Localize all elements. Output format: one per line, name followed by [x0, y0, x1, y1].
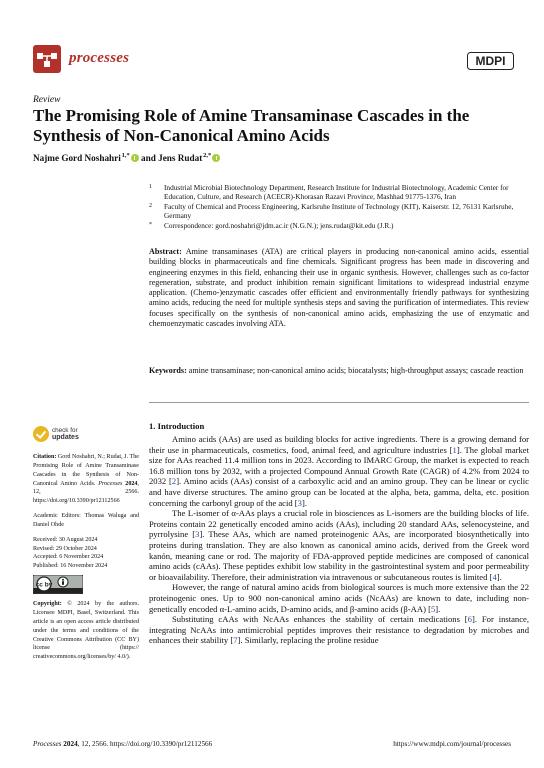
citation-link[interactable]: 3 [195, 529, 200, 540]
citation-block [33, 453, 139, 506]
check-updates-line1: check for [52, 427, 78, 434]
citation-label: Citation: [33, 454, 57, 460]
keywords-text: amine transaminase; non-canonical amino acids; biocatalysts; high-throughput assays; cascade reaction [188, 366, 524, 375]
accepted-date: Accepted: 6 November 2024 [33, 554, 104, 561]
copyright-label: Copyright: [33, 601, 62, 608]
affiliation-number: 1 [149, 184, 152, 190]
paragraph-text: ]. The global market size for AAs reached 11.4 million tons in 2023. According to IMARC Group, the market is expected to reach 16.8 million tons by 2032, with a projected Compound Annual Growth Rate (CAGR) of 4.2% from 2024 to 2032 [ [149, 444, 529, 487]
citation-link[interactable]: 6 [467, 614, 472, 625]
article-title: The Promising Role of Amine Transaminase Cascades in the Synthesis of Non-Canonical Amino Acids [33, 106, 470, 145]
author-separator: and [141, 153, 156, 164]
citation-link[interactable]: 2 [171, 476, 177, 487]
paragraph-text: ]. These AAs, which are named proteinogenic AAs, are incorporated biosynthetically into proteins during translation. They are also known as canonical amino acids, derived from the Greek word kanón, meaning cane or rod. The majority of FDA-approved peptide medicines are composed of canonical amino acids (cAAs). These peptides exhibit low stability in the gastrointestinal system and poor permeability or bioavailability. Therefore, their administration via intravenous or subcutaneous routes is limited [ [149, 529, 529, 582]
orcid-icon[interactable] [212, 154, 220, 162]
author-name: Najme Gord Noshahri [33, 153, 121, 164]
paragraph-text: Substituting cAAs with NcAAs enhances the stability of certain medications [ [172, 614, 468, 625]
mdpi-logo-text: MDPI [475, 54, 506, 68]
check-updates-icon [33, 426, 49, 442]
paragraph [149, 614, 529, 646]
revised-date: Revised: 29 October 2024 [33, 545, 97, 552]
paragraph-text: Amino acids (AAs) are used as building blocks for active ingredients. There is a growing demand for their use in pharmaceuticals, cosmetics, food, animal feed, and agriculture industries [ [149, 434, 529, 455]
author-list [33, 152, 220, 163]
cc-by-license-icon[interactable] [33, 575, 83, 594]
check-updates-line2: updates [52, 434, 79, 441]
paragraph-text: ]. [496, 571, 502, 582]
paragraph [149, 508, 529, 582]
affiliation-text: Industrial Microbial Biotechnology Department, Research Institute for Industrial Biotechnology, Academic Center for Education, Culture, and Research (ACECR)-Khorasan Razavi Province, Mashhad 91775-1376, Iran [164, 183, 509, 202]
citation-link[interactable]: 7 [233, 635, 238, 646]
correspondence-item [149, 221, 529, 230]
article-sidebar [33, 453, 139, 668]
paragraph-text: ]. Amino acids (AAs) consist of a carboxylic acid and an amino group. They can be linear or cyclic and have diverse structures. The amino group can be located at the alpha, beta, gamma, delta, etc. position concerning the carbonyl group of the acid [ [149, 476, 529, 508]
citation-journal: Processes [98, 480, 123, 487]
published-date: Published: 16 November 2024 [33, 563, 108, 570]
footer-doi[interactable]: , 12, 2566. https://doi.org/10.3390/pr12112566 [77, 740, 213, 748]
citation-year: 2024 [125, 480, 138, 487]
cc-badge-text: cc by [35, 581, 53, 589]
check-for-updates-button[interactable] [33, 425, 113, 445]
paragraph [149, 434, 529, 508]
check-updates-label [52, 427, 79, 441]
citation-text: Gord Noshahri, N.; Rudat, J. The Promising Role of Amine Transaminase Cascades in the Synthesis of Non-Canonical Amino Acids. [33, 454, 139, 487]
academic-editors: Academic Editors: Thomas Waluga and Daniel Ohde [33, 513, 139, 528]
citation-link[interactable]: 5 [430, 603, 436, 614]
mdpi-logo [467, 52, 514, 70]
author-affiliation-sup: 1,* [121, 152, 130, 159]
affiliation-item [149, 183, 529, 202]
article-type: Review [33, 95, 61, 105]
affiliation-item [149, 202, 529, 221]
affiliation-text: Faculty of Chemical and Process Engineering, Karlsruhe Institute of Technology (KIT), Kaiserstr. 12, 76131 Karlsruhe, Germany [164, 201, 514, 221]
affiliation-number: * [149, 221, 152, 228]
keywords [149, 366, 529, 376]
orcid-icon[interactable] [131, 154, 139, 162]
paragraph [149, 582, 529, 614]
paragraph-text: ]. For instance, integrating NcAAs into antimicrobial peptides improves their resistance to degradation by microbes and enhances their stability [ [149, 614, 529, 646]
author-name: Jens Rudat [158, 153, 203, 164]
affiliation-number: 2 [149, 202, 152, 209]
keywords-label: Keywords: [149, 366, 187, 375]
paragraph-text: ]. [435, 603, 441, 614]
footer-year: 2024 [63, 740, 78, 748]
abstract-label: Abstract: [149, 247, 182, 256]
paragraph-text: However, the range of natural amino acids from biological sources is much more extensive than the 22 proteinogenic ones. Up to 900 non-canonical amino acids (NcAAs) are known to date, including non-genetically encoded α-L-amino acids, D-amino acids, and β-amino acids (β-AA) [ [149, 582, 529, 614]
paragraph-text: The L-isomer of α-AAs plays a crucial role in biosciences as L-isomers are the building blocks of life. Proteins contain 22 genetically encoded amino acids (AAs), including 20 standard AAs, selenocysteine, and pyrrolysine [ [149, 508, 529, 540]
received-date: Received: 30 August 2024 [33, 536, 98, 543]
correspondence-text: Correspondence: gord.noshahri@jdm.ac.ir (N.G.N.); jens.rudat@kit.edu (J.R.) [164, 220, 394, 230]
abstract-text: Amine transaminases (ATA) are critical players in producing non-canonical amino acids, essential building blocks in pharmaceuticals and fine chemicals. Significant progress has been made in discovering and engineering enzymes in this field, enhancing their use in organic synthesis. However, challenges such as co-factor regeneration, substrate, and product inhibition remain significant limitations to widespread industrial enzyme application. (Chemo-)enzymatic cascades offer efficient and environmentally friendly pathways for synthesizing amino acids, reducing the need for multiple synthesis steps and saving the purification of intermediates. This review focuses specifically on the synthesis of non-canonical amino acids, emphasizing the use of enzymatic and chemoenzymatic cascades involving ATA. [149, 247, 529, 328]
copyright-block [33, 600, 139, 662]
author-affiliation-sup: 2,* [203, 152, 212, 159]
citation-link[interactable]: 1 [452, 444, 457, 455]
processes-logo-icon [33, 45, 61, 73]
paragraph-text: ]. Similarly, replacing the proline residue [237, 635, 379, 646]
copyright-text: © 2024 by the authors. Licensee MDPI, Basel, Switzerland. This article is an open access article distributed under the terms and conditions of the Creative Commons Attribution (CC BY) license (https:// creativecommons.org/licenses/by/ 4.0/). [33, 601, 139, 661]
citation-link[interactable]: 4 [492, 571, 497, 582]
affiliations [149, 183, 529, 230]
journal-name: processes [69, 50, 130, 66]
citation-link[interactable]: 3 [297, 497, 302, 508]
introduction-body [149, 434, 529, 646]
footer-journal: Processes [33, 740, 62, 748]
section-heading: 1. Introduction [149, 421, 205, 431]
citation-rest: , 12, 2566. https://doi.org/10.3390/pr12112566 [33, 480, 139, 505]
footer-journal-url[interactable]: https://www.mdpi.com/journal/processes [393, 740, 511, 748]
paragraph-text: ]. [301, 497, 307, 508]
abstract [149, 247, 529, 329]
section-divider [149, 402, 529, 403]
footer-citation [33, 740, 212, 748]
